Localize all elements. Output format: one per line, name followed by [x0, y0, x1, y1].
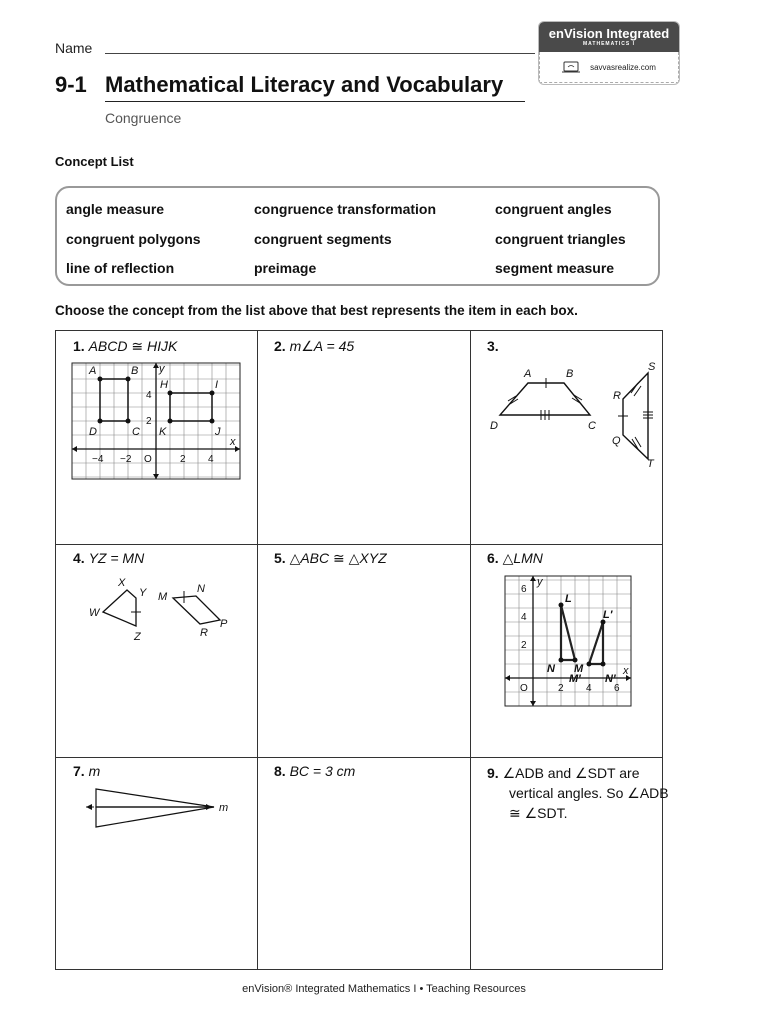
- reflection-line-label: m: [219, 802, 229, 814]
- name-line[interactable]: [105, 53, 535, 54]
- axis-label: x: [623, 665, 629, 677]
- point-label: S: [648, 361, 656, 373]
- item-1-label: [73, 338, 177, 355]
- item-9-label: [487, 763, 674, 823]
- figure-1-coordinate-grid: [70, 361, 244, 481]
- point-label: Z: [134, 631, 141, 643]
- item-cell-7[interactable]: [56, 757, 257, 969]
- point-label: B: [566, 368, 574, 380]
- envision-badge: [538, 21, 680, 85]
- point-label: D: [490, 420, 498, 432]
- point-label: P: [220, 618, 228, 630]
- point-label: L′: [603, 609, 613, 621]
- item-cell-6[interactable]: [470, 544, 662, 757]
- badge-sub: MATHEMATICS I: [583, 41, 635, 47]
- point-label: C: [132, 426, 140, 438]
- laptop-icon: [562, 61, 580, 73]
- lesson-number: 9-1: [55, 72, 87, 97]
- lesson-subtitle: Congruence: [105, 110, 182, 126]
- point-label: W: [89, 607, 100, 619]
- tick-label: 6: [614, 683, 620, 694]
- item-number: 3.: [487, 338, 499, 354]
- concept-item: segment measure: [495, 260, 615, 276]
- item-text: m: [88, 763, 101, 779]
- point-label: B: [131, 365, 139, 377]
- item-cell-3[interactable]: [470, 331, 662, 544]
- lesson-title: Mathematical Literacy and Vocabulary: [105, 72, 504, 97]
- point-label: N′: [605, 673, 616, 685]
- tick-label: 4: [586, 683, 592, 694]
- figure-6-coordinate-grid: [503, 574, 633, 709]
- item-number: 6.: [487, 550, 499, 566]
- point-label: R: [200, 627, 208, 639]
- point-label: M′: [569, 673, 581, 685]
- point-label: L: [565, 593, 572, 605]
- item-3-label: [487, 338, 499, 354]
- item-grid: [55, 330, 669, 970]
- item-number: 4.: [73, 550, 85, 566]
- concept-item: congruent triangles: [495, 231, 626, 247]
- item-7-label: [73, 763, 100, 779]
- point-label: D: [89, 426, 97, 438]
- axis-label: x: [230, 436, 236, 448]
- concept-item: angle measure: [66, 201, 165, 217]
- tick-label: 2: [146, 416, 152, 427]
- point-label: N: [197, 583, 205, 595]
- item-number: 8.: [274, 763, 286, 779]
- item-cell-4[interactable]: [56, 544, 257, 757]
- concept-item: congruence transformation: [254, 201, 437, 217]
- concept-item: preimage: [254, 260, 317, 276]
- point-label: A: [524, 368, 532, 380]
- page-footer: enVision® Integrated Mathematics I • Teaching Resources: [242, 983, 526, 995]
- point-label: Y: [139, 587, 147, 599]
- item-text: ∠ADB and ∠SDT are vertical angles. So ∠ADB ≅ ∠SDT.: [502, 765, 669, 821]
- tick-label: 2: [558, 683, 564, 694]
- item-cell-8[interactable]: [257, 757, 470, 969]
- point-label: A: [89, 365, 97, 377]
- item-text: △LMN: [502, 550, 543, 566]
- tick-label: 4: [521, 612, 527, 623]
- badge-url: savvasrealize.com: [590, 62, 656, 72]
- concept-item: congruent polygons: [66, 231, 201, 247]
- figure-3-trapezoids: [488, 359, 658, 469]
- name-label: Name: [55, 40, 93, 56]
- axis-label: y: [537, 576, 543, 588]
- tick-label: 6: [521, 584, 527, 595]
- point-label: Q: [612, 435, 621, 447]
- item-text: m∠A = 45: [289, 338, 355, 354]
- item-number: 2.: [274, 338, 286, 354]
- item-number: 1.: [73, 338, 85, 354]
- point-label: C: [588, 420, 596, 432]
- figure-7-reflection: [84, 785, 244, 835]
- tick-label: 4: [208, 454, 214, 465]
- point-label: N: [547, 663, 555, 675]
- axis-label: y: [159, 363, 165, 375]
- tick-label: 4: [146, 390, 152, 401]
- item-2-label: [274, 338, 354, 355]
- item-4-label: [73, 550, 144, 566]
- item-number: 9.: [487, 765, 499, 781]
- point-label: H: [160, 379, 168, 391]
- item-cell-2[interactable]: [257, 331, 470, 544]
- point-label: T: [647, 458, 654, 469]
- item-cell-5[interactable]: [257, 544, 470, 757]
- item-text: YZ = MN: [88, 550, 145, 566]
- concept-item: congruent angles: [495, 201, 612, 217]
- point-label: R: [613, 390, 621, 402]
- title-rule: [105, 101, 525, 102]
- concept-list-heading: Concept List: [55, 154, 134, 169]
- item-number: 7.: [73, 763, 85, 779]
- tick-label: 2: [180, 454, 186, 465]
- tick-label: −2: [120, 454, 132, 465]
- badge-logo: [539, 22, 679, 52]
- item-text: ABCD ≅ HIJK: [88, 338, 178, 354]
- origin-label: O: [520, 683, 528, 694]
- item-cell-9[interactable]: [470, 757, 669, 969]
- point-label: M: [574, 663, 584, 675]
- instructions: Choose the concept from the list above that best represents the item in each box.: [55, 303, 578, 318]
- point-label: X: [118, 577, 126, 589]
- concept-item: congruent segments: [254, 231, 392, 247]
- origin-label: O: [144, 454, 152, 465]
- item-8-label: [274, 763, 355, 779]
- figure-4-quadrilaterals: [84, 572, 234, 644]
- item-text: △ABC ≅ △XYZ: [289, 550, 387, 566]
- tick-label: 2: [521, 640, 527, 651]
- item-6-label: [487, 550, 543, 567]
- badge-url-row: [539, 52, 679, 83]
- item-number: 5.: [274, 550, 286, 566]
- point-label: J: [215, 426, 221, 438]
- concept-item: line of reflection: [66, 260, 175, 276]
- point-label: M: [158, 591, 168, 603]
- tick-label: −4: [92, 454, 104, 465]
- item-cell-1[interactable]: [56, 331, 257, 544]
- concept-list-box: [55, 186, 660, 286]
- item-5-label: [274, 550, 387, 567]
- badge-brand: enVision Integrated: [548, 26, 670, 41]
- point-label: K: [159, 426, 167, 438]
- item-text: BC = 3 cm: [289, 763, 356, 779]
- point-label: I: [215, 379, 219, 391]
